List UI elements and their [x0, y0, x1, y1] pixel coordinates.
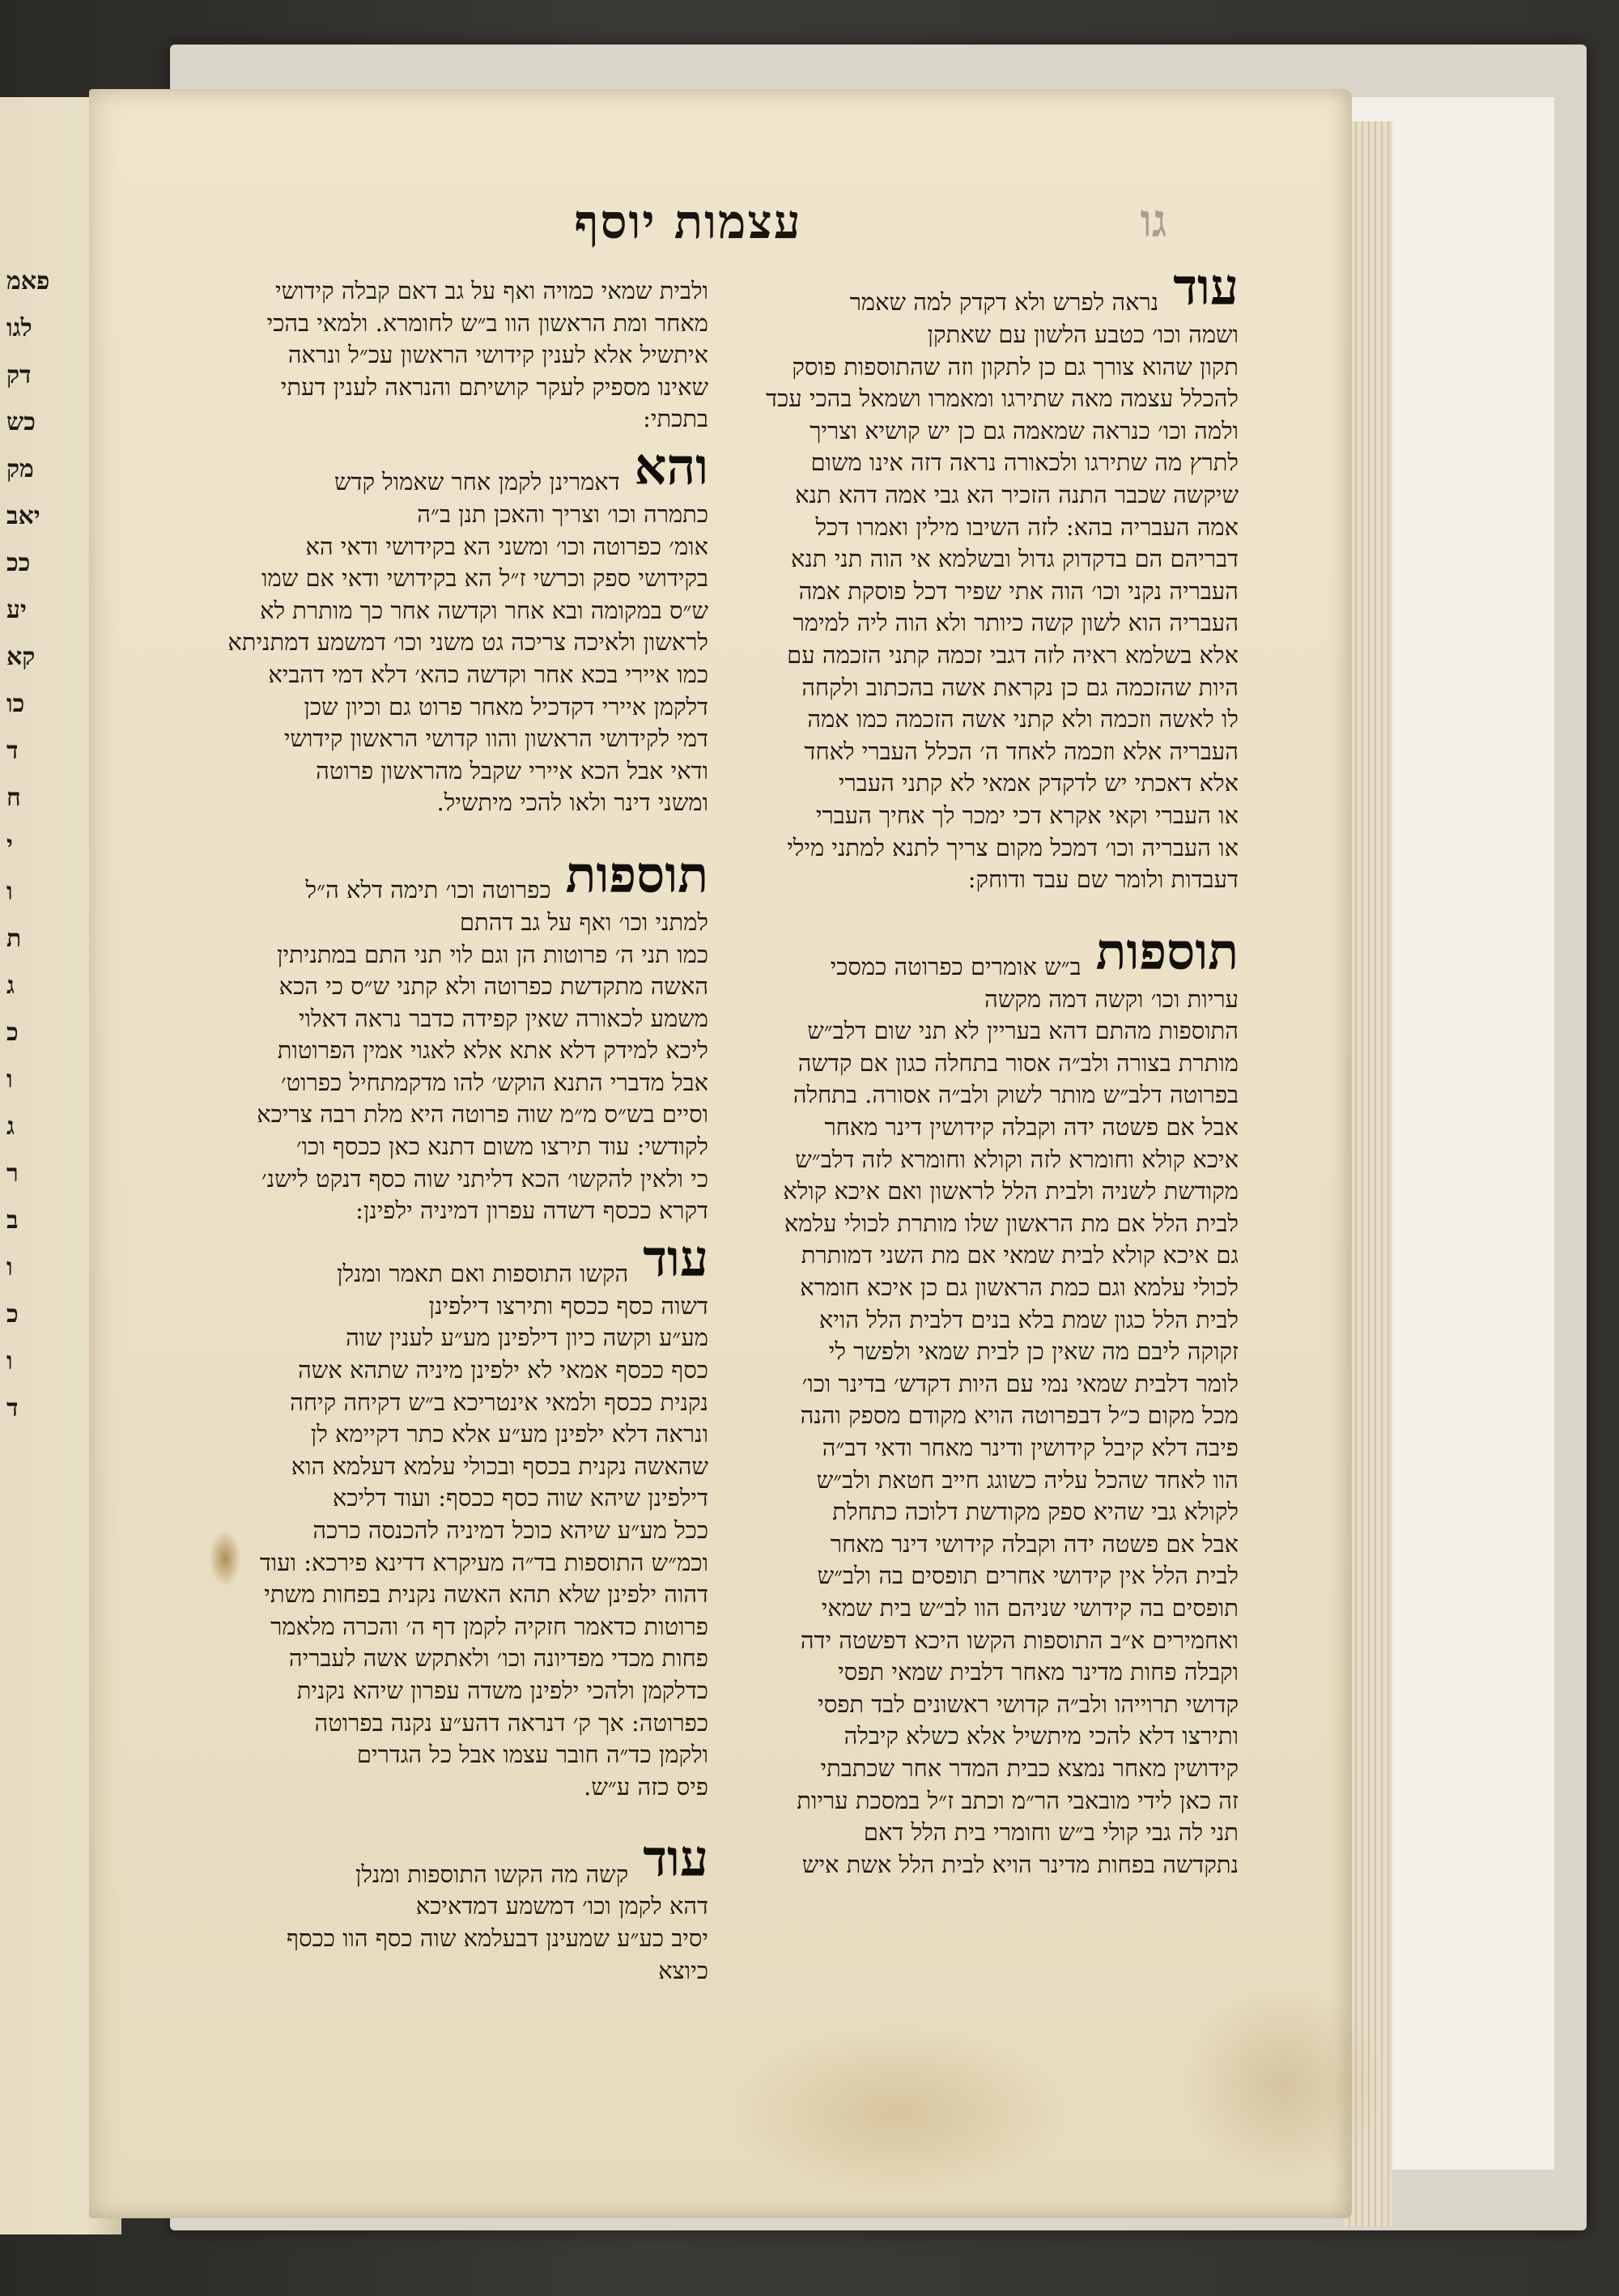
section-title: תוספות	[565, 844, 708, 904]
facing-page-fragment: מק	[6, 455, 34, 483]
od-heading-row	[174, 1227, 708, 1290]
vehaa-heading-row	[174, 436, 708, 499]
text-line: העבריה אלא וזכמה לאחד ה׳ הכלל העברי לאחד	[804, 737, 1239, 765]
opening-text	[749, 319, 1239, 896]
text-line: זה כאן לידי מובאבי הר״מ וכתב ז״ל במסכת עריות	[797, 1786, 1239, 1814]
water-stain	[729, 2024, 1069, 2202]
text-line: איכא קולא וחומרא לזה וקולא וחומרא לזה דלב״ש	[795, 1145, 1239, 1173]
edge-stain	[1182, 1983, 1384, 2186]
text-line: שאינו מספיק לעקר קושיתם והנראה לענין דעתי	[280, 372, 708, 401]
text-line: הוו לאחד שהכל עליה כשוגג חייב חטאת ולב״ש	[816, 1465, 1239, 1494]
text-line: כדלקמן ולהכי ילפינן משדה עפרון שיהא נקנית	[296, 1676, 708, 1704]
text-line: אבל אם פשטה ידה וקבלה קידושין דינר מאחר	[824, 1113, 1239, 1142]
text-line: זקוקה ליבם מה שאין כן לבית שמאי ולפשר לי	[828, 1337, 1239, 1366]
text-line: נקנית ככסף ולמאי אינטריכא ב״ש דקיחה קיחה	[290, 1388, 708, 1416]
facing-page-fragment: ר	[6, 1159, 19, 1188]
text-line: דבריהם הם בדקדוק גדול ובשלמא אי הוה תני תנא	[790, 545, 1239, 573]
text-line: משמע לכאורה שאין קפידה כדבר נראה דאלוי	[298, 1004, 708, 1032]
facing-page-fragment: ג	[6, 1112, 15, 1141]
text-line: וכמ״ש התוספות בד״ה מעיקרא דדינא פירכא: ועוד	[259, 1548, 708, 1576]
text-line: לבית הלל אם מת הראשון שלו מותרת לכולי עלמא	[784, 1209, 1239, 1237]
tosafot-text	[749, 984, 1239, 1881]
text-line: ונראה דלא ילפינן מע״ע אלא כתר דקיימא לן	[310, 1420, 708, 1448]
text-line: הקשו התוספות ואם תאמר ומנלן	[337, 1260, 629, 1288]
text-line: אלא דאכתי יש לדקדק אמאי לא קתני העברי	[838, 769, 1239, 797]
text-line: האשה מתקדשת כפרוטה ולא קתני ש״ס כי הכא	[278, 972, 708, 1001]
text-line: לבית הלל אין קידושי אחרים תופסים בה ולב״ש	[817, 1562, 1239, 1590]
left-column	[174, 275, 708, 1987]
text-line: פיס כזה ע״ש.	[584, 1772, 708, 1801]
text-line: פחות מכדי מפדיונה וכו׳ ולאתקש אשה לעבריה	[288, 1644, 708, 1673]
text-line: דמי לקידושי הראשון והוו קדושי הראשון קידושי	[283, 725, 708, 753]
text-line: כמו איירי בכא אחר וקדשה כהא׳ דלא דמי דהביא	[268, 660, 708, 688]
text-line: דשוה כסף ככסף ותירצו דילפינן	[428, 1291, 708, 1320]
facing-page-fragment: יאב	[6, 502, 40, 530]
text-line: אלא בשלמא ראיה לזה דגבי זכמה קתני הזכמה עם	[787, 640, 1239, 669]
catchword: עוד	[643, 1829, 708, 1889]
text-line: דקרא ככסף דשדה עפרון דמיניה ילפינן:	[355, 1197, 708, 1225]
text-line: כפרוטה: אך ק׳ דנראה דהע״ע נקנה בפרוטה	[314, 1708, 708, 1737]
facing-page-fragment: ו	[6, 1065, 13, 1094]
text-line: ומשני דינר ולאו להכי מיתשיל.	[436, 789, 708, 817]
text-line: לקולא גבי שהיא ספק מקודשת דלוכה כתחלת	[832, 1498, 1239, 1526]
text-line: היות שהזכמה גם כן נקראת אשה בהכתוב ולקחה	[801, 673, 1239, 701]
text-line: דהוה ילפינן שלא תהא האשה נקנית בפחות משתי	[264, 1580, 708, 1609]
text-line: פרוטות כדאמר חזקיה לקמן דף ה׳ והכרה מלאמר	[270, 1612, 708, 1640]
text-line: ודאי אבל הכא איירי שקבל מהראשון פרוטה	[316, 756, 708, 784]
continuation-text	[174, 275, 708, 436]
facing-page-fragment: ד	[6, 737, 19, 765]
text-line: ולקמן כד״ה חובר עצמו אבל כל הגדרים	[356, 1741, 708, 1769]
text-line: דילפינן שיהא שוה כסף ככסף: ועוד דליכא	[332, 1484, 708, 1512]
text-line: לו לאשה וזכמה ולא קתני אשה הזכמה כמו אמה	[807, 705, 1239, 733]
tosafot-text-left	[174, 907, 708, 1227]
text-line: דהא לקמן וכו׳ דמשמע דמדאיכא	[415, 1892, 708, 1920]
text-line: מאחר ומת הראשון הוו ב״ש לחומרא. ולמאי בהכי	[266, 308, 708, 337]
text-line: עריות וכו׳ וקשה דמה מקשה	[984, 984, 1239, 1013]
text-line: ב״ש אומרים כפרוטה כמסכי	[830, 953, 1081, 981]
facing-page-fragment: ככ	[6, 549, 31, 577]
text-line: וקבלה פחות מדינר מאחר דלבית שמאי תפסי	[838, 1658, 1239, 1686]
text-line: מותרת בצורה ולב״ה אסור בתחלה כגון אם קדשה	[797, 1048, 1239, 1077]
text-line: ככל מע״ע שיהא כוכל דמיניה להכנסה כרכה	[312, 1516, 708, 1544]
running-head: עצמות יוסף	[574, 194, 802, 249]
text-line: נתקדשה בפחות מדינר הויא לבית הלל אשת איש	[801, 1850, 1239, 1878]
text-line: מקודשת לשניה ולבית הלל לראשון ואם איכא קולא	[783, 1177, 1239, 1205]
text-line: דלקמן איירי דקדכיל מאחר פרוט גם וכיון שכן	[304, 692, 708, 721]
text-line: ושמה וכו׳ כטבע הלשון עם שאתקן	[927, 321, 1239, 348]
facing-page-fragment: כ	[6, 1300, 19, 1329]
catchword: עוד	[643, 1228, 708, 1288]
text-line: כיוצא	[658, 1956, 708, 1984]
text-line: פיבה דלא קיבל קידושין ודינר מאחר ודאי דב״ה	[822, 1434, 1239, 1461]
opening-heading-row	[749, 256, 1239, 319]
text-line: בתכתי:	[643, 405, 708, 433]
facing-page-fragment: לגו	[6, 314, 32, 342]
text-line: לקודשי: עוד תירצו משום דתנא כאן ככסף וכו׳	[295, 1133, 708, 1161]
text-line: תופסים בה קידושי שניהם הוו לב״ש בית שמאי	[821, 1593, 1239, 1622]
text-line: מע״ע וקשה כיון דילפינן מע״ע לענין שוה	[346, 1324, 708, 1352]
text-line: דעבדות ולומר שם עבד ודוחק:	[967, 865, 1239, 894]
vehaa-text	[174, 499, 708, 819]
text-line: קדושי תרוייהו ולב״ה קדושי ראשונים לבד תפסי	[818, 1690, 1239, 1718]
facing-page-fragment: כש	[6, 408, 36, 436]
od-text	[174, 1290, 708, 1804]
facing-page-fragment: פאמ	[6, 267, 50, 296]
text-line: וסיים בש״ס מ״מ שוה פרוטה היא מלת רבה צריכא	[257, 1100, 708, 1129]
text-line: ש״ס במקומה ובא אחר וקדשה אחר כך מותרת לא	[260, 596, 708, 624]
od2-text	[174, 1890, 708, 1987]
text-line: שיקשה שכבר התנה הזכיר הא גבי אמה דהא תנא	[795, 480, 1239, 508]
facing-page-fragment: דק	[6, 361, 32, 389]
folio-number: גו	[1140, 194, 1167, 248]
facing-page-fragment: כ	[6, 1018, 19, 1047]
section-title: תוספות	[1095, 921, 1239, 981]
catchword: והא	[634, 436, 708, 496]
text-line: תני לה גבי קולי ב״ש וחומרי בית הלל דאם	[863, 1818, 1239, 1847]
text-line: דאמרינן לקמן אחר שאמול קדש	[334, 468, 620, 496]
text-line: ליכא למידק דלא אתא אלא לאגוי אמין הפרוטות	[277, 1036, 708, 1065]
text-line: להכלל עצמה מאה שתירגו ומאמרו ושמאל בהכי עכד	[766, 385, 1239, 413]
text-line: לכולי עלמא וגם כמת הראשון גם כן איכא חומרא	[800, 1273, 1239, 1302]
facing-page-fragment: ד	[6, 1394, 19, 1422]
section-gap	[174, 819, 708, 844]
text-line: למתני וכו׳ ואף על גב דהתם	[459, 908, 708, 936]
catchword: עוד	[1173, 257, 1239, 317]
text-line: כמו תני ה׳ פרוטות הן וגם לוי תני התם במתניתין	[277, 940, 708, 968]
text-line: לומר דלבית שמאי נמי עם היות דקדש׳ בדינר וכו׳	[801, 1369, 1239, 1397]
text-line: יסיב כע״ע שמעינן דבעלמא שוה כסף הוו ככסף	[287, 1924, 708, 1952]
tosafot-heading-row	[749, 921, 1239, 984]
text-line: העבריה הוא לשון קשה כיותר ולא הוה ליה למימר	[793, 609, 1239, 637]
text-line: לבית הלל כגון שמת בלא בנים דלבית הלל הויא	[818, 1305, 1239, 1333]
text-line: אבל אם פשטה ידה וקבלה קידושי דינר מאחר	[830, 1529, 1239, 1558]
text-line: איתשיל אלא לענין קידושי הראשון עכ״ל ונראה	[287, 341, 708, 369]
text-line: שהאשה נקנית בכסף ובכולי עלמא דעלמא הוא	[291, 1452, 708, 1480]
facing-page-fragment: ת	[6, 925, 22, 953]
text-line: ותירצו דלא להכי מיתשיל אלא כשלא קיבלה	[843, 1722, 1239, 1750]
text-line: או העבריה וכו׳ דמכל מקום צריך לתנא למתני מילי	[787, 833, 1239, 861]
text-line: כפרוטה וכו׳ תימה דלא ה״ל	[305, 876, 551, 904]
text-line: נראה לפרש ולא דקדק למה שאמר	[849, 288, 1159, 317]
section-gap	[174, 1803, 708, 1827]
text-line: תקון שהוא צורך גם כן לתקון וזה שהתוספות פוסק	[792, 352, 1239, 381]
facing-page-fragment: קא	[6, 643, 36, 671]
text-line: מכל מקום כ״ל דבפרוטה הויא מקודם מספק והנה	[800, 1401, 1239, 1430]
text-line: העבריה נקני וכו׳ הוה אתי שפיר דכל פוסקת אמה	[798, 576, 1239, 605]
text-line: בקידושי ספק וכרשי ז״ל הא בקידושי ודאי אם שמו	[261, 564, 708, 593]
facing-page-fragment: ו	[6, 1253, 13, 1282]
facing-page-fragment: י	[6, 831, 13, 859]
text-line: קשה מה הקשו התוספות ומנלן	[355, 1860, 629, 1888]
section-gap	[749, 896, 1239, 921]
text-line: ולמה וכו׳ כנראה שמאמה גם כן יש קושיא וצריך	[810, 416, 1239, 444]
facing-page-fragment: יע	[6, 596, 27, 624]
facing-page-fragment: ו	[6, 878, 13, 906]
text-line: ואחמירים א״ב התוספות הקשו היכא דפשטה ידה	[800, 1626, 1239, 1654]
tosafot-heading-row-left	[174, 844, 708, 907]
text-line: כסף ככסף אמאי לא ילפינן מיניה שתהא אשה	[298, 1356, 708, 1384]
text-line: כתמרה וכו׳ וצריך והאכן תנן ב״ה	[417, 500, 708, 528]
facing-page-fragment: ח	[6, 784, 21, 812]
text-line: אבל מדברי התנא הוקש׳ להו מדקמתחיל כפרוט׳	[280, 1068, 708, 1096]
facing-page-fragment: ו	[6, 1347, 13, 1375]
text-line: קידושין מאחר נמצא כבית המדר אחר שכתבתי	[820, 1754, 1239, 1782]
text-line: התוספות מהתם דהא בעריין לא תני שום דלב״ש	[807, 1017, 1239, 1045]
text-line: גם איכא קולא לבית שמאי אם מת השני דמותרת	[801, 1241, 1239, 1269]
facing-page-fragment: ג	[6, 972, 15, 1000]
text-line: ולבית שמאי כמויה ואף על גב דאם קבלה קידושי	[275, 277, 708, 304]
text-line: לתרץ מה שתירגו ולכאורה נראה דזה אינו משום	[810, 449, 1239, 477]
text-line: או העברי וקאי אקרא דכי ימכר לך אחיך העברי	[815, 801, 1239, 829]
text-line: לראשון ולאיכה צריכה גט משני וכו׳ דמשמע דמתניתא	[227, 628, 708, 657]
text-line: אומ׳ כפרוטה וכו׳ ומשני הא בקידושי ודאי הא	[305, 532, 708, 560]
ink-spot	[209, 1530, 241, 1587]
right-column	[749, 256, 1239, 1881]
facing-page-fragment: ב	[6, 1206, 19, 1235]
text-line: בפרוטה דלב״ש מותר לשוק ולב״ה אסורה. בתחלה	[793, 1081, 1239, 1109]
text-line: כי ולאין להקשו׳ הכא דליתני שוה כסף דנקט לישנ׳	[261, 1164, 708, 1193]
text-line: אמה העבריה בהא: לזה השיבו מילין ואמרו דכל	[815, 512, 1239, 541]
facing-page-fragment: כו	[6, 690, 25, 718]
od2-heading-row	[174, 1827, 708, 1890]
